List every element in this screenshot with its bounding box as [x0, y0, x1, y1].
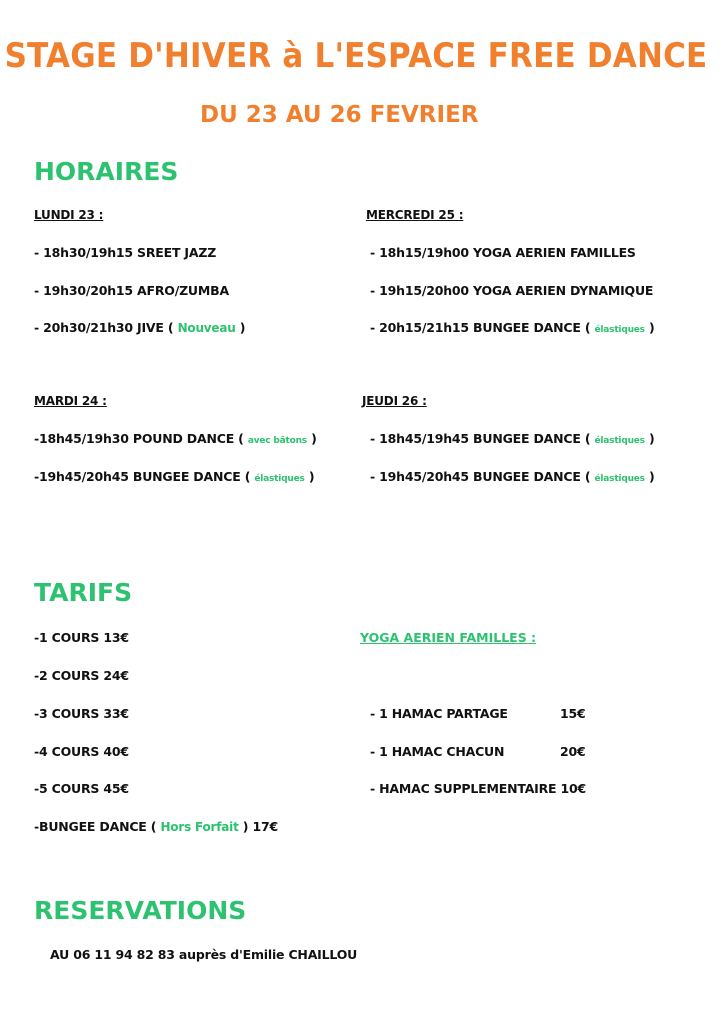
horaires-heading: HORAIRES — [34, 157, 179, 186]
hors-forfait-note: Hors Forfait — [160, 820, 239, 834]
schedule-line-pound — [34, 431, 317, 446]
elastiques-note: élastiques — [594, 325, 645, 335]
schedule-line-jive — [34, 320, 245, 335]
tarif-text: ) 17€ — [238, 819, 278, 834]
reservations-heading: RESERVATIONS — [34, 896, 247, 925]
schedule-line-bungee — [370, 320, 655, 335]
avec-batons-note: avec bâtons — [247, 436, 307, 446]
yoga-tarif-price: 15€ — [560, 706, 586, 721]
schedule-line: - 19h15/20h00 YOGA AERIEN DYNAMIQUE — [370, 283, 654, 298]
tarif-line: -4 COURS 40€ — [34, 744, 129, 759]
schedule-line: - 19h30/20h15 AFRO/ZUMBA — [34, 283, 229, 298]
yoga-tarif-label: - HAMAC SUPPLEMENTAIRE — [370, 781, 557, 796]
day-label-mardi: MARDI 24 : — [34, 394, 107, 408]
yoga-tarif-price: 20€ — [560, 744, 586, 759]
schedule-text: - 18h45/19h45 BUNGEE DANCE ( — [370, 431, 595, 446]
yoga-tarif-label: - 1 HAMAC CHACUN — [370, 744, 505, 759]
yoga-tarif-line — [370, 781, 586, 796]
schedule-line-bungee — [370, 431, 655, 446]
elastiques-note: élastiques — [594, 436, 645, 446]
tarif-line: -5 COURS 45€ — [34, 781, 129, 796]
yoga-tarif-line — [370, 744, 586, 759]
close-paren: ) — [644, 469, 655, 484]
schedule-line: - 18h30/19h15 SREET JAZZ — [34, 245, 217, 260]
elastiques-note: élastiques — [254, 474, 305, 484]
yoga-tarif-line — [370, 706, 586, 721]
yoga-tarif-heading: YOGA AERIEN FAMILLES : — [360, 630, 537, 645]
day-label-lundi: LUNDI 23 : — [34, 208, 104, 222]
day-label-mercredi: MERCREDI 25 : — [366, 208, 464, 222]
reservation-contact: AU 06 11 94 82 83 auprès d'Emilie CHAILLOU — [50, 947, 358, 962]
schedule-text: - 20h30/21h30 JIVE ( — [34, 320, 178, 335]
tarifs-heading: TARIFS — [34, 578, 133, 607]
schedule-line-bungee — [370, 469, 655, 484]
day-label-jeudi: JEUDI 26 : — [362, 394, 427, 408]
tarif-line: -2 COURS 24€ — [34, 668, 129, 683]
yoga-tarif-label: - 1 HAMAC PARTAGE — [370, 706, 508, 721]
page-title: STAGE D'HIVER à L'ESPACE FREE DANCE — [4, 36, 708, 76]
nouveau-note: Nouveau — [177, 321, 236, 335]
schedule-text: - 20h15/21h15 BUNGEE DANCE ( — [370, 320, 595, 335]
tarif-line: -3 COURS 33€ — [34, 706, 129, 721]
elastiques-note: élastiques — [594, 474, 645, 484]
close-paren: ) — [644, 431, 655, 446]
yoga-tarif-price: 10€ — [560, 781, 587, 796]
close-paren: ) — [235, 320, 246, 335]
page-subtitle: DU 23 AU 26 FEVRIER — [200, 102, 479, 128]
schedule-text: -19h45/20h45 BUNGEE DANCE ( — [34, 469, 255, 484]
close-paren: ) — [644, 320, 655, 335]
tarif-text: -BUNGEE DANCE ( — [34, 819, 161, 834]
schedule-line-bungee — [34, 469, 314, 484]
close-paren: ) — [304, 469, 315, 484]
schedule-text: - 19h45/20h45 BUNGEE DANCE ( — [370, 469, 595, 484]
tarif-line: -1 COURS 13€ — [34, 630, 129, 645]
schedule-line: - 18h15/19h00 YOGA AERIEN FAMILLES — [370, 245, 636, 260]
tarif-line-bungee — [34, 819, 278, 834]
schedule-text: -18h45/19h30 POUND DANCE ( — [34, 431, 248, 446]
close-paren: ) — [306, 431, 317, 446]
